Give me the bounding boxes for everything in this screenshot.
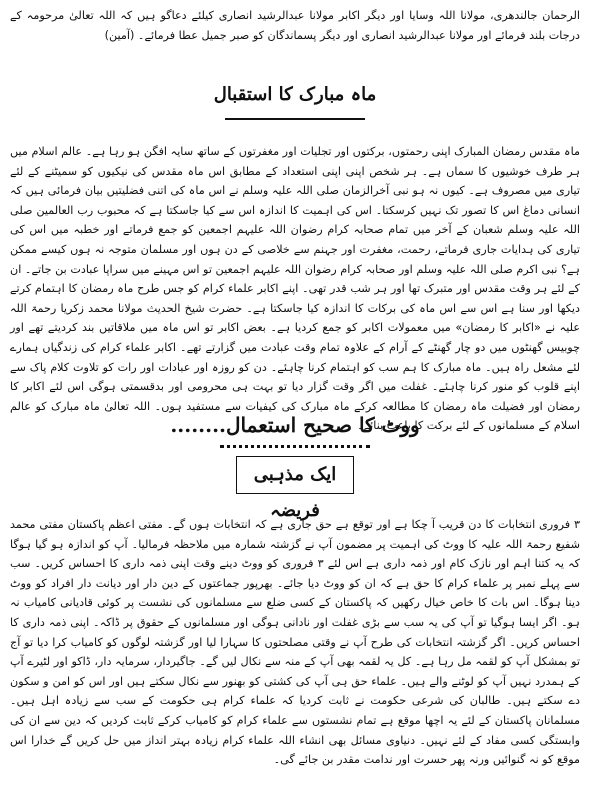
vote-heading: ووٹ کا صحیح استعمال........ xyxy=(170,413,420,437)
ramadan-heading: ماہ مبارک کا استقبال xyxy=(213,84,377,105)
religious-duty-subheading-box: ایک مذہبی فریضہ xyxy=(236,456,354,494)
intro-paragraph: الرحمان جالندھری، مولانا اللہ وسایا اور دیگر اکابر مولانا عبدالرشید انصاری کیلئے دعاگو ہیں کہ اللہ تعالیٰ مرحومہ کے درجات بلند فرمائے اور مولانا عبدالرشید انصاری اور دیگر پسماندگان کو صبر جمیل عطا فرمائے۔ (آمین) xyxy=(10,9,580,42)
vote-heading-dotted-rule xyxy=(220,445,370,448)
ramadan-heading-underline xyxy=(225,118,365,120)
vote-paragraph: ۳ فروری انتخابات کا دن قریب آ چکا ہے اور توقع ہے حق جاری ہے کہ انتخابات ہوں گے۔ مفتی اعظم پاکستان مفتی محمد شفیع رحمۃ اللہ علیہ کا ووٹ کی اہمیت پر مضمون آپ نے گزشتہ شمارہ میں ملاحظہ فرمالیا۔ آپ کو اندازہ ہو گیا ہوگا کہ یہ کتنا اہم اور نازک کام اور ذمہ داری ہے اس لئے ۳ فروری کو ووٹ دینے وقت اپنی ذمہ داری کا احساس کریں۔ سب سے پہلے نمبر پر علماء کرام کا حق ہے کہ ان کو ووٹ دیا جائے۔ بھرپور جماعتوں کے دین دار اور دیانت دار افراد کو ووٹ دینا ہوگا۔ اس بات کا خاص خیال رکھیں کہ پاکستان کے کسی ضلع سے مسلمانوں کی نشست پر کوئی قادیانی کامیاب نہ ہو۔ اگر ایسا ہوگیا تو آپ کی یہ سب سے بڑی غفلت اور نادانی ہوگی اور مسلمانوں کے حقوق پر ڈاکہ۔ اپنی ذمہ داری کا احساس کریں۔ اگر گزشتہ انتخابات کی طرح آپ نے وقتی مصلحتوں کا سہارا لیا اور گزشتہ لوگوں کو کامیاب کرا دیا تو آج تو بمشکل آپ کو لقمہ مل رہا ہے۔ کل یہ لقمہ بھی آپ کے منہ سے نکال لیں گے۔ جاگیردار، سرمایہ دار، ڈاکو اور لٹیرے آپ کے ہمدرد نہیں آپ کو لوٹنے والے ہیں۔ علماء حق ہی آپ کی کشتی کو بھنور سے نکال سکتے ہیں اور اس کو امن و سکون دے سکتے ہیں۔ طالبان کی شرعی حکومت نے ثابت کردیا کہ علماء کرام ہی حکومت کے سب سے زیادہ اہل ہیں۔ مسلمانان پاکستان کے لئے یہ اچھا موقع ہے تمام نشستوں سے علماء کرام کو کامیاب کرکے ثابت کردیں کہ دین سے ان کی وابستگی کسی مفاد کے لئے نہیں۔ دنیاوی مسائل بھی انشاء اللہ علماء کرام زیادہ بہتر انداز میں حل کریں گے خدارا اس موقع کو نہ گنوائیں ورنہ پھر حسرت اور ندامت مقدر بن جائے گی۔ xyxy=(10,518,581,767)
ramadan-paragraph: ماہ مقدس رمضان المبارک اپنی رحمتوں، برکتوں اور تجلیات اور مغفرتوں کے ساتھ سایہ افگن ہو رہا ہے۔ عالم اسلام میں ہر طرف خوشیوں کا سماں ہے۔ ہر شخص اپنی اپنی استعداد کے مطابق اس ماہ مقدس کی نیکیوں کو سمیٹنے کے لئے تیاری میں مصروف ہے۔ کیوں نہ ہو نبی آخرالزمان صلی اللہ علیہ وسلم نے اس ماہ کی اتنی فضلیتیں بیان فرمائی ہیں کہ انسانی دماغ اس کا تصور تک نہیں کرسکتا۔ اس کی اہمیت کا اندازہ اس سے کیا جاسکتا ہے کہ محبوب رب العالمین صلی اللہ علیہ وسلم شعبان کے آخر میں تمام صحابہ کرام رضوان اللہ علیہم اجمعین کو جمع فرماتے اور خطبہ میں اس کی تیاری کی ہدایات جاری فرماتے، رحمت، مغفرت اور جہنم سے خلاصی کے دن ہوں اور مسلمان متوجہ نہ ہوں کیسے ممکن ہے؟ نبی اکرم صلی اللہ علیہ وسلم اور صحابہ کرام رضوان اللہ علیہم اجمعین تو اس مہینے میں سراپا عبادت بن جاتے۔ ان کے لئے ہر وقت مقدس اور متبرک تھا اور ہر شب قدر تھی۔ اپنے اکابر علماء کرام کو جس طرح ماہ رمضان کا اہتمام کرتے دیکھا اور سنا ہے اس سے اس ماہ کی برکات کا اندازہ کیا جاسکتا ہے۔ حضرت شیخ الحدیث مولانا محمد زکریا رحمۃ اللہ علیہ نے «اکابر کا رمضان» میں معمولات اکابر کو جمع کردیا ہے۔ بعض اکابر تو اس ماہ میں ملاقاتیں بند کردیتے تھے اور چوبیس گھنٹوں میں دو چار گھنٹے کے آرام کے علاوہ تمام وقت عبادت میں گزارتے تھے۔ اکابر علماء کرام کی زندگیاں ہمارے لئے مشعل راہ ہیں۔ ماہ مبارک کا ہم سب کو اہتمام کرنا چاہئے۔ دن کو روزہ اور عبادات اور رات کو تلاوت کلام پاک سے اپنے قلوب کو منور کرنا چاہئے۔ غفلت میں اگر وقت گزار دیا تو بہت ہی محرومی اور بدقسمتی ہوگی اس لئے اکابر کا رمضان اور فضیلت ماہ رمضان کا مطالعہ کرکے ماہ مبارک کی کیفیات سے مستفید ہوں۔ اللہ تعالیٰ ماہ مبارک کو عالم اسلام کے مسلمانوں کے لئے برکت کا باعث بنائے۔ xyxy=(10,145,580,433)
